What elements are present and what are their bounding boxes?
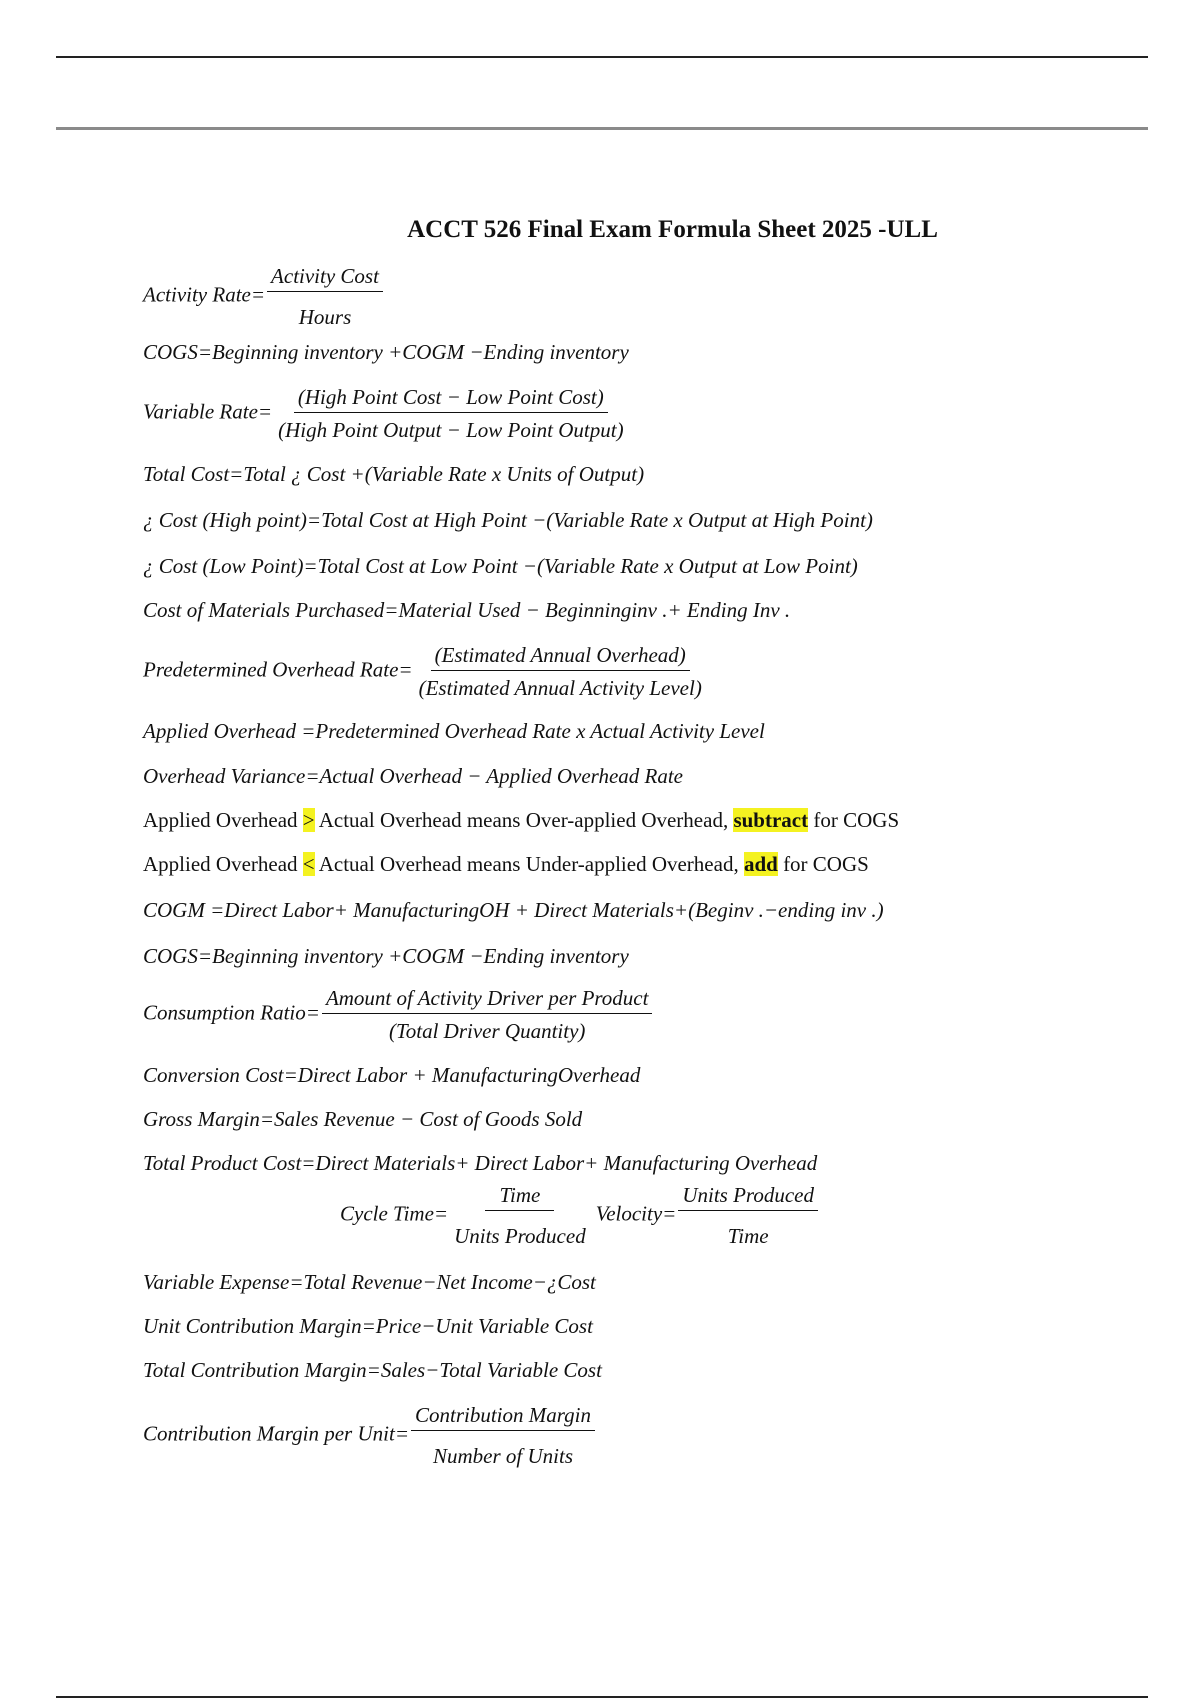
formula-fixed-cost-low: ¿ Cost (Low Point)=Total Cost at Low Point −(Variable Rate x Output at Low Point) — [143, 554, 858, 578]
highlight: subtract — [733, 808, 809, 832]
fraction: $\frac{\text{Activity Cost}}{\text{Hours}}$ — [267, 263, 383, 330]
formula-predetermined-overhead-rate: Predetermined Overhead Rate= $\frac{\text{(Estimated Annual Overhead)}}{\text{(Estimated Annual Activity Level)}}$ — [143, 642, 706, 701]
formula-fixed-cost-high: ¿ Cost (High point)=Total Cost at High Point −(Variable Rate x Output at High Point) — [143, 508, 873, 532]
fraction: $\frac{\text{(Estimated Annual Overhead)}}{\text{(Estimated Annual Activity Level)}}$ — [418, 643, 702, 700]
top-rule — [56, 56, 1148, 58]
fraction: $\frac{\text{Amount of Activity Driver per Product}}{\text{(Total Driver Quantity)}}$ — [322, 985, 653, 1044]
formula-unit-contribution-margin: Unit Contribution Margin=Price−Unit Variable Cost — [143, 1314, 593, 1338]
fraction: $\frac{\text{Units Produced}}{\text{Time}}$ — [678, 1182, 818, 1249]
highlight: < — [302, 852, 315, 876]
bottom-rule — [56, 1696, 1148, 1698]
fraction: $\frac{\text{Contribution Margin}}{\text{Number of Units}}$ — [411, 1402, 595, 1469]
page-title: ACCT 526 Final Exam Formula Sheet 2025 -ULL — [407, 216, 938, 243]
formula-materials-purchased: Cost of Materials Purchased=Material Used − Beginninginv .+ Ending Inv . — [143, 598, 791, 622]
formula-cogs: COGS=Beginning inventory +COGM −Ending inventory — [143, 944, 629, 968]
fraction: $\frac{\text{Time}}{\text{Units Produced}}$ — [454, 1183, 586, 1248]
formula-total-cost: Total Cost=Total ¿ Cost +(Variable Rate x Units of Output) — [143, 462, 645, 486]
fraction: $\frac{\text{(High Point Cost − Low Point Cost)}}{\text{(High Point Output − Low Point Output)}}$ — [278, 385, 624, 442]
formula-cogm: COGM =Direct Labor+ ManufacturingOH + Direct Materials+(Beginv .−ending inv .) — [143, 898, 884, 922]
formula-cogs: COGS=Beginning inventory +COGM −Ending inventory — [143, 340, 629, 364]
formula-variable-rate: Variable Rate= $\frac{\text{(High Point Cost − Low Point Cost)}}{\text{(High Point Output − Low Point Output)}}$ — [143, 384, 628, 443]
formula-total-product-cost: Total Product Cost=Direct Materials+ Direct Labor+ Manufacturing Overhead — [143, 1151, 818, 1175]
formula-activity-rate: Activity Rate= $\frac{\text{Activity Cost}}{\text{Hours}}$ — [143, 263, 383, 330]
formula-total-contribution-margin: Total Contribution Margin=Sales−Total Variable Cost — [143, 1358, 602, 1382]
formula-conversion-cost: Conversion Cost=Direct Labor + ManufacturingOverhead — [143, 1063, 641, 1087]
note-over-applied: Applied Overhead > Actual Overhead means Over-applied Overhead, subtract for COGS — [143, 808, 900, 832]
highlight: > — [302, 808, 315, 832]
formula-gross-margin: Gross Margin=Sales Revenue − Cost of Goods Sold — [143, 1107, 583, 1131]
formula-consumption-ratio: Consumption Ratio= $\frac{\text{Amount of Activity Driver per Product}}{\text{(Total Driver Quantity)}}$ — [143, 985, 652, 1044]
formula-overhead-variance: Overhead Variance=Actual Overhead − Applied Overhead Rate — [143, 764, 683, 788]
formula-cycle-time-velocity: Cycle Time= $\frac{\text{Time}}{\text{Units Produced}}$ Velocity= $\frac{\text{Units Produced}}{\text{Time}}$ — [340, 1182, 818, 1249]
formula-variable-expense: Variable Expense=Total Revenue−Net Income−¿Cost — [143, 1270, 596, 1294]
highlight: add — [743, 852, 778, 876]
formula-cm-per-unit: Contribution Margin per Unit= $\frac{\text{Contribution Margin}}{\text{Number of Units}}$ — [143, 1402, 595, 1469]
formula-applied-overhead: Applied Overhead =Predetermined Overhead Rate x Actual Activity Level — [143, 719, 765, 743]
note-under-applied: Applied Overhead < Actual Overhead means Under-applied Overhead, add for COGS — [143, 852, 869, 876]
header-rule — [56, 127, 1148, 130]
